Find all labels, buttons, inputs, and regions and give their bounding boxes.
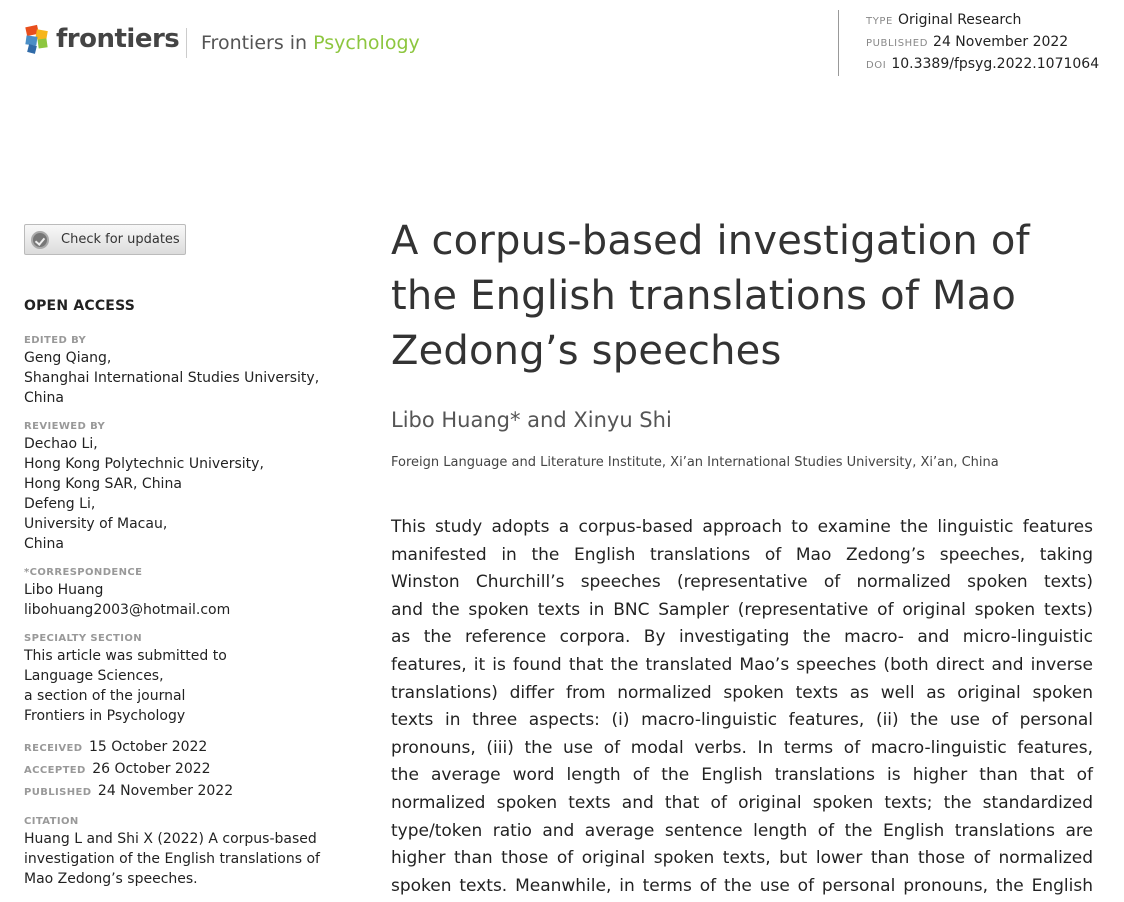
- check-updates-label: Check for updates: [61, 232, 180, 247]
- meta-published: [866, 32, 1099, 54]
- journal-prefix: Frontiers in: [201, 32, 308, 54]
- abstract-line: higher than those of original spoken texts, but lower than those of normalized: [391, 848, 1093, 869]
- reviewed-by-heading: REVIEWED BY: [24, 421, 106, 432]
- meta-published-label: PUBLISHED: [866, 38, 929, 49]
- abstract-line: the average word length of the English translations is higher than that of: [391, 765, 1093, 786]
- reviewed-by-section: [24, 420, 344, 554]
- reviewed-by-line: China: [24, 536, 64, 552]
- reviewed-by-line: University of Macau,: [24, 516, 168, 532]
- edited-by-section: [24, 334, 344, 408]
- reviewed-by-line: Hong Kong Polytechnic University,: [24, 456, 264, 472]
- dates-section: [24, 737, 344, 803]
- correspondence-email[interactable]: libohuang2003@hotmail.com: [24, 602, 231, 618]
- edited-by-heading: EDITED BY: [24, 335, 87, 346]
- open-access-label: OPEN ACCESS: [24, 298, 136, 314]
- edited-by-line: China: [24, 390, 64, 406]
- check-updates-icon: [31, 231, 49, 249]
- reviewed-by-line: Dechao Li,: [24, 436, 98, 452]
- specialty-line: Frontiers in Psychology: [24, 708, 186, 724]
- specialty-heading: SPECIALTY SECTION: [24, 633, 143, 644]
- abstract-line: and the spoken texts in BNC Sampler (representative of original spoken texts): [391, 599, 1093, 620]
- article-authors[interactable]: Libo Huang* and Xinyu Shi: [391, 408, 672, 432]
- abstract-line: texts in three aspects: (i) macro-linguistic features, (ii) the use of personal: [391, 710, 1093, 731]
- abstract: [391, 514, 1093, 900]
- accepted-value: 26 October 2022: [92, 761, 211, 777]
- reviewed-by-line: Hong Kong SAR, China: [24, 476, 182, 492]
- specialty-section: [24, 632, 344, 726]
- received-date: [24, 737, 344, 759]
- logo-wordmark: frontiers: [56, 24, 180, 54]
- sidebar: [24, 298, 344, 889]
- abstract-line: manifested in the English translations of Mao Zedong’s speeches, taking: [391, 544, 1093, 565]
- title-line: A corpus-based investigation of: [391, 218, 1030, 264]
- published-label: PUBLISHED: [24, 787, 92, 798]
- specialty-line: This article was submitted to: [24, 648, 227, 664]
- journal-title: Psychology: [313, 32, 420, 54]
- citation-line: Mao Zedong’s speeches.: [24, 871, 198, 887]
- citation-line: investigation of the English translations of: [24, 851, 320, 867]
- meta-published-value: 24 November 2022: [933, 34, 1069, 50]
- abstract-line: features, it is found that the translated Mao’s speeches (both direct and inverse: [391, 654, 1093, 675]
- abstract-line: This study adopts a corpus-based approach to examine the linguistic features: [391, 517, 1093, 537]
- citation-heading: CITATION: [24, 816, 79, 827]
- correspondence-section: [24, 566, 344, 620]
- citation-line: Huang L and Shi X (2022) A corpus-based: [24, 831, 317, 847]
- correspondence-name: Libo Huang: [24, 582, 104, 598]
- meta-type-label: TYPE: [866, 16, 893, 27]
- correspondence-heading: *CORRESPONDENCE: [24, 567, 143, 578]
- received-value: 15 October 2022: [88, 739, 208, 755]
- frontiers-logo[interactable]: [24, 24, 179, 54]
- abstract-line: Winston Churchill’s speeches (representative of normalized spoken texts): [391, 572, 1093, 593]
- published-date: [24, 781, 344, 803]
- title-line: the English translations of Mao: [391, 273, 1017, 319]
- meta-doi-label: DOI: [866, 60, 887, 71]
- check-for-updates-button[interactable]: [24, 224, 186, 255]
- accepted-date: [24, 759, 344, 781]
- article-title: [391, 214, 1091, 379]
- abstract-line: as the reference corpora. By investigating the macro- and micro-linguistic: [391, 627, 1093, 648]
- meta-doi-value[interactable]: 10.3389/fpsyg.2022.1071064: [891, 56, 1100, 72]
- reviewed-by-line: Defeng Li,: [24, 496, 96, 512]
- frontiers-logo-icon: [24, 24, 52, 54]
- published-value: 24 November 2022: [97, 783, 234, 799]
- title-line: Zedong’s speeches: [391, 328, 782, 374]
- abstract-line: translations) differ from normalized spoken texts as well as original spoken: [391, 682, 1093, 703]
- accepted-label: ACCEPTED: [24, 765, 86, 776]
- abstract-line: pronouns, (iii) the use of modal verbs. In terms of macro-linguistic features,: [391, 737, 1093, 758]
- abstract-line: normalized spoken texts and that of original spoken texts; the standardized: [391, 792, 1093, 813]
- author-affiliation: Foreign Language and Literature Institute, Xi’an International Studies University, Xi’an, China: [391, 455, 999, 470]
- specialty-line: a section of the journal: [24, 688, 186, 704]
- citation-section: [24, 815, 344, 889]
- edited-by-line: Shanghai International Studies University,: [24, 370, 320, 386]
- abstract-line: spoken texts. Meanwhile, in terms of the use of personal pronouns, the English: [391, 875, 1093, 896]
- meta-type-value: Original Research: [897, 12, 1022, 28]
- abstract-line: type/token ratio and average sentence length of the English translations are: [391, 820, 1093, 841]
- article-meta: [838, 10, 1099, 76]
- received-label: RECEIVED: [24, 743, 83, 754]
- journal-name[interactable]: [186, 28, 420, 58]
- edited-by-line: Geng Qiang,: [24, 350, 112, 366]
- meta-type: [866, 10, 1099, 32]
- specialty-line: Language Sciences,: [24, 668, 164, 684]
- meta-doi: [866, 54, 1099, 76]
